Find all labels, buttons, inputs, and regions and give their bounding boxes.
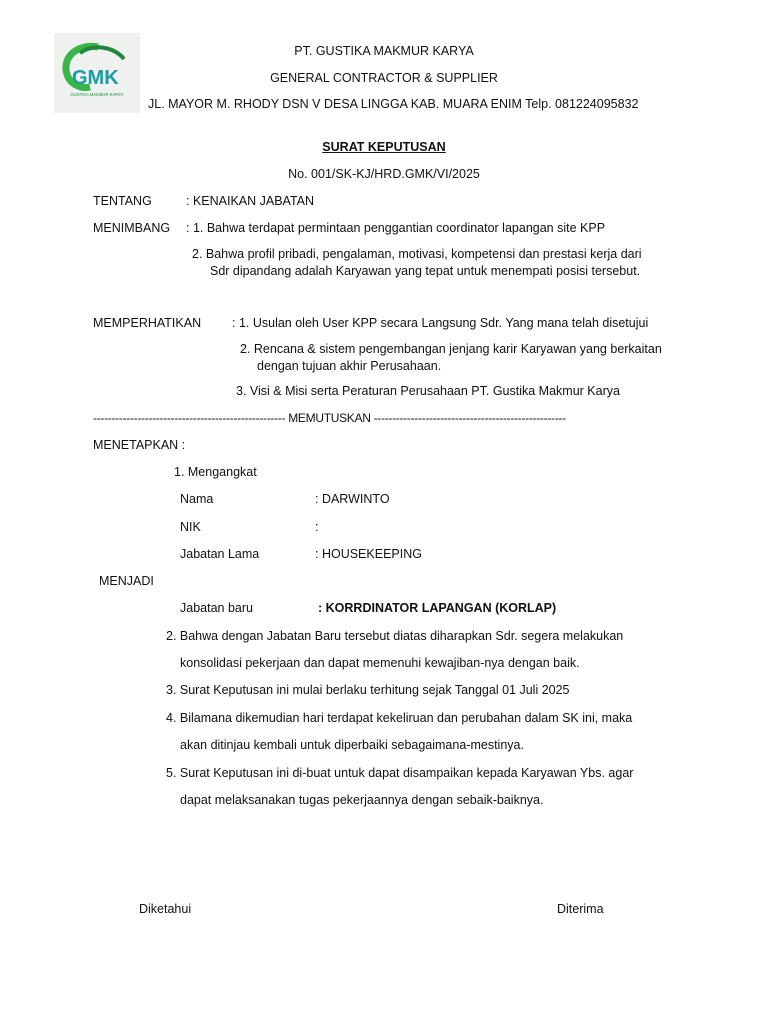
company-tagline: GENERAL CONTRACTOR & SUPPLIER (270, 71, 498, 85)
memutuskan-divider: ---------------------------------------------------- MEMUTUSKAN ---------------------------------------------------- (93, 411, 566, 425)
document-title: SURAT KEPUTUSAN (322, 140, 446, 154)
memperhatikan-item-1: : 1. Usulan oleh User KPP secara Langsung Sdr. Yang mana telah disetujui (232, 316, 649, 330)
logo-letters: GMK (72, 67, 119, 89)
company-address: JL. MAYOR M. RHODY DSN V DESA LINGGA KAB. MUARA ENIM Telp. 081224095832 (148, 97, 639, 111)
document-number: No. 001/SK-KJ/HRD.GMK/VI/2025 (288, 167, 480, 181)
menjadi-label: MENJADI (99, 574, 154, 588)
company-name: PT. GUSTIKA MAKMUR KARYA (294, 44, 474, 58)
menimbang-item-1: : 1. Bahwa terdapat permintaan penggantian coordinator lapangan site KPP (186, 221, 606, 235)
jabatan-lama-label: Jabatan Lama (180, 547, 260, 561)
logo-caption: GUSTIKA MAKMUR KARYA (70, 92, 124, 97)
menetapkan-item-5-line-1: 5. Surat Keputusan ini di-buat untuk dapat disampaikan kepada Karyawan Ybs. agar (166, 766, 634, 780)
menimbang-item-2-line-2: Sdr dipandang adalah Karyawan yang tepat untuk menempati posisi tersebut. (210, 264, 641, 278)
menetapkan-item-3: 3. Surat Keputusan ini mulai berlaku terhitung sejak Tanggal 01 Juli 2025 (166, 683, 570, 697)
nama-value: : DARWINTO (315, 492, 390, 506)
memperhatikan-item-3: 3. Visi & Misi serta Peraturan Perusahaan PT. Gustika Makmur Karya (236, 384, 620, 398)
nik-label: NIK (180, 520, 201, 534)
memperhatikan-item-2-line-2: dengan tujuan akhir Perusahaan. (257, 359, 442, 373)
memperhatikan-label: MEMPERHATIKAN (93, 316, 202, 330)
nama-label: Nama (180, 492, 214, 506)
menimbang-label: MENIMBANG (93, 221, 171, 235)
nik-value: : (315, 520, 319, 534)
jabatan-lama-value: : HOUSEKEEPING (315, 547, 422, 561)
menetapkan-label: MENETAPKAN : (93, 438, 186, 452)
menetapkan-item-2-line-1: 2. Bahwa dengan Jabatan Baru tersebut diatas diharapkan Sdr. segera melakukan (166, 629, 624, 643)
menimbang-item-2-line-1: 2. Bahwa profil pribadi, pengalaman, motivasi, kompetensi dan prestasi kerja dari (192, 247, 642, 261)
menetapkan-item-5-line-2: dapat melaksanakan tugas pekerjaannya dengan sebaik-baiknya. (180, 793, 544, 807)
signature-diketahui: Diketahui (139, 902, 192, 916)
tentang-value: : KENAIKAN JABATAN (186, 194, 315, 208)
jabatan-baru-label: Jabatan baru (180, 601, 253, 615)
jabatan-baru-value: : KORRDINATOR LAPANGAN (KORLAP) (318, 601, 557, 615)
menetapkan-item-1: 1. Mengangkat (174, 465, 257, 479)
signature-diterima: Diterima (557, 902, 604, 916)
menetapkan-item-4-line-1: 4. Bilamana dikemudian hari terdapat kekeliruan dan perubahan dalam SK ini, maka (166, 711, 633, 725)
tentang-label: TENTANG (93, 194, 152, 208)
memperhatikan-item-2-line-1: 2. Rencana & sistem pengembangan jenjang karir Karyawan yang berkaitan (240, 342, 662, 356)
menetapkan-item-4-line-2: akan ditinjau kembali untuk diperbaiki sebagaimana-mestinya. (180, 738, 524, 752)
menetapkan-item-2-line-2: konsolidasi pekerjaan dan dapat memenuhi kewajiban-nya dengan baik. (180, 656, 580, 670)
